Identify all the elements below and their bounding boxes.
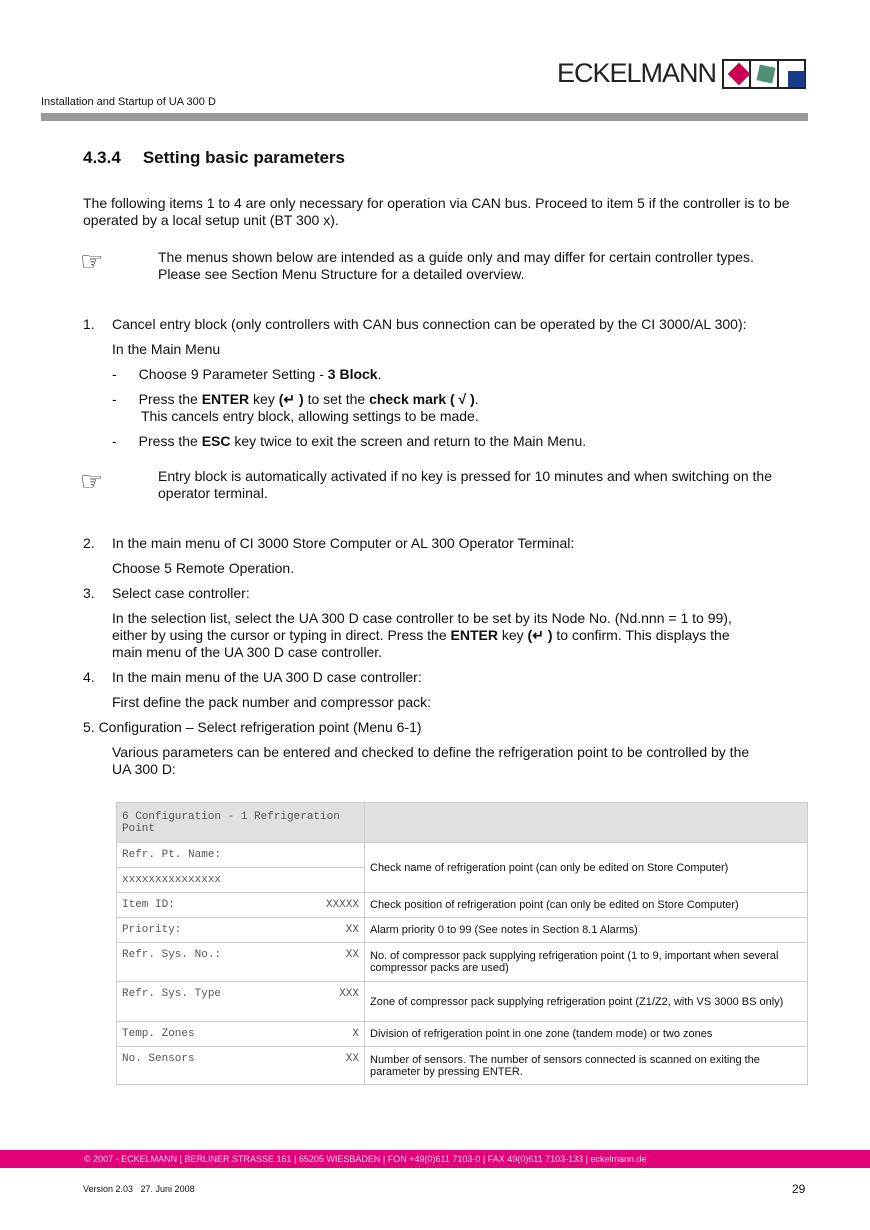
intro-paragraph: The following items 1 to 4 are only necessary for operation via CAN bus. Proceed to item 5 if the controller is to be operated by a local setup unit (BT 300 x). <box>83 195 790 228</box>
pointing-hand-icon: ☞ <box>80 246 104 276</box>
note-entry-block: Entry block is automatically activated if no key is pressed for 10 minutes and when switching on the operator terminal. <box>158 468 772 501</box>
table-row: Refr. Sys. No.: XX No. of compressor pack supplying refrigeration point (1 to 9, important when several compressor packs are used) <box>117 943 808 982</box>
table-row: Item ID: XXXXX Check position of refrigeration point (can only be edited on Store Computer) <box>117 893 808 918</box>
steps-2-5: 2. In the main menu of CI 3000 Store Computer or AL 300 Operator Terminal: Choose 5 Remote Operation. 3. Select case controller: In the selection list, select the UA 300 D case controller to be set by its Node No. (Nd.nnn = 1 to 99), either by using the cursor or typing in direct. Press the ENTER key (↵ ) to confirm. This displays the main menu of the UA 300 D case controller. 4. In the main menu of the UA 300 D case controller: First define the pack number and compressor pack: 5. Configuration – Select refrigeration point (Menu 6-1) Various parameters can be entered and checked to define the refrigeration point to be controlled by the UA 300 D: <box>83 535 750 777</box>
section-heading: 4.3.4 Setting basic parameters <box>83 148 346 167</box>
table-row: No. Sensors XX Number of sensors. The number of sensors connected is scanned on exiting the parameter by pressing ENTER. <box>117 1047 808 1085</box>
table-row: Refr. Sys. Type XXX Zone of compressor pack supplying refrigeration point (Z1/Z2, with VS 3000 BS only) <box>117 982 808 1022</box>
page-number: 29 <box>792 1182 806 1196</box>
footer-contact-bar: © 2007 - ECKELMANN | BERLINER STRASSE 161 | 65205 WIESBADEN | FON +49(0)611 7103-0 | FAX 49(0)611 7103-133 | eckelmann.de <box>0 1150 870 1168</box>
parameter-table: 6 Configuration - 1 Refrigeration Point Refr. Pt. Name: Check name of refrigeration point (can only be edited on Store Computer) xxxxxxxxxxxxxxx Item ID: XXXXX Check position of refrigeration point (can only be edited on Store Computer) Priority: XX Alarm priority 0 to 99 (See notes in Section 8.1 Alarms) Refr. Sys. No.: XX No. of compressor pack supplying refrigeration point (1 to 9, important when several compressor packs are used) Refr. Sys. Type XXX Zone of compressor pack supplying refrigeration point (Z1/Z2, with VS 3000 BS only) Temp. Zones X Division of refrigeration point in one zone (tandem mode) or two zones No. Sensors XX Number of sensors. The number of sensors connected is scanned on exiting the parameter by pressing ENTER. <box>116 802 808 1085</box>
step-1: 1. Cancel entry block (only controllers with CAN bus connection can be operated by the CI 3000/AL 300): In the Main Menu - Choose 9 Parameter Setting - 3 Block. - Press the ENTER key (↵ ) to set the check mark ( √ ). This cancels entry block, allowing settings to be made. - Press the ESC key twice to exit the screen and return to the Main Menu. <box>83 316 747 449</box>
pointing-hand-icon: ☞ <box>80 466 104 496</box>
note-menus: The menus shown below are intended as a guide only and may differ for certain controller types. Please see Section Menu Structure for a detailed overview. <box>158 249 754 282</box>
table-row: Temp. Zones X Division of refrigeration point in one zone (tandem mode) or two zones <box>117 1022 808 1047</box>
header-title: Installation and Startup of UA 300 D <box>41 96 216 108</box>
table-row: Priority: XX Alarm priority 0 to 99 (See notes in Section 8.1 Alarms) <box>117 918 808 943</box>
logo-text: ECKELMANN <box>557 58 717 88</box>
logo-squares <box>722 59 806 89</box>
header-divider <box>41 113 808 121</box>
version-text: Version 2.03 27. Juni 2008 <box>83 1184 195 1194</box>
eckelmann-logo <box>557 58 806 89</box>
